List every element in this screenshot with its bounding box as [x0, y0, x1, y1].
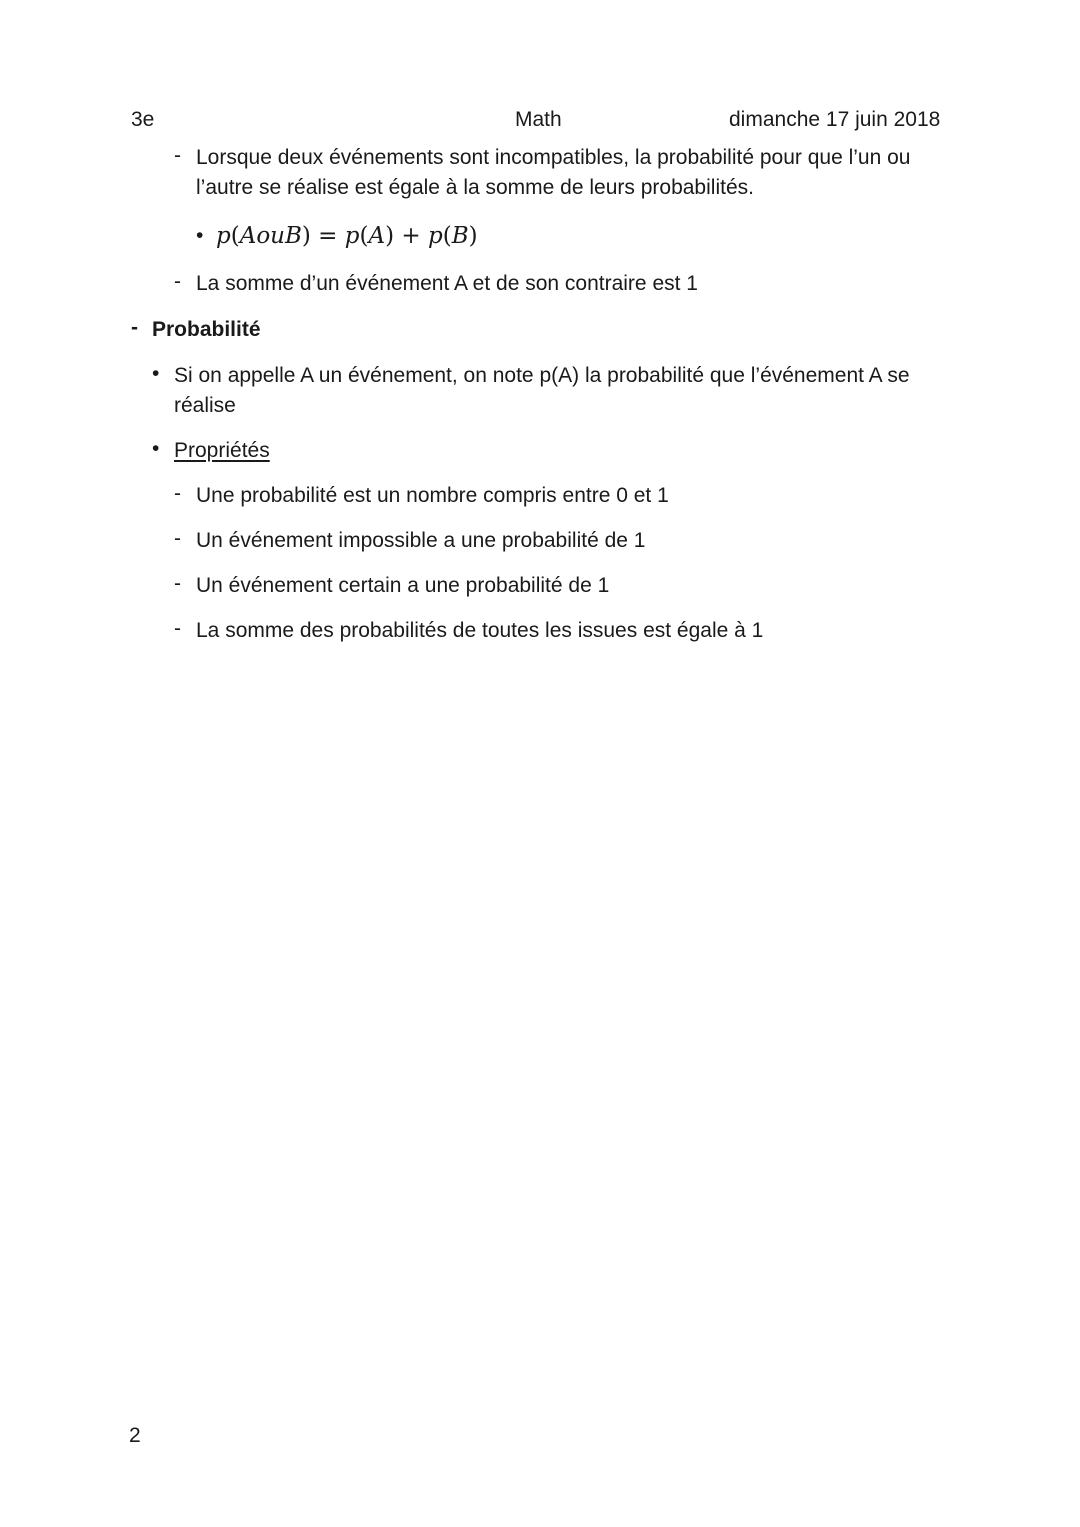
dot-bullet: • — [196, 224, 204, 247]
header-subject: Math — [515, 108, 562, 131]
header-date: dimanche 17 juin 2018 — [729, 108, 941, 131]
property-item: Une probabilité est un nombre compris entre 0 et 1 — [196, 484, 669, 507]
section-title: Probabilité — [152, 318, 261, 341]
dot-bullet: • — [152, 362, 160, 385]
property-item: Un événement certain a une probabilité de 1 — [196, 574, 610, 597]
property-item: Un événement impossible a une probabilité de 1 — [196, 529, 646, 552]
dash-bullet: - — [174, 527, 181, 550]
dash-bullet: - — [174, 482, 181, 505]
complement-rule: La somme d’un événement A et de son contraire est 1 — [196, 272, 698, 295]
page-number: 2 — [129, 1424, 141, 1447]
dot-bullet: • — [152, 437, 160, 460]
property-item: La somme des probabilités de toutes les issues est égale à 1 — [196, 619, 764, 642]
probability-sum-formula: p(AouB) = p(A) + p(B) — [216, 223, 478, 249]
dash-bullet: - — [174, 144, 181, 167]
incompatible-rule-line1: Lorsque deux événements sont incompatibles, la probabilité pour que l’un ou — [196, 146, 911, 169]
definition-line2: réalise — [174, 394, 236, 417]
dash-bullet: - — [174, 270, 181, 293]
dash-bullet: - — [131, 316, 138, 339]
incompatible-rule-line2: l’autre se réalise est égale à la somme de leurs probabilités. — [196, 176, 754, 199]
properties-heading: Propriétés — [174, 439, 270, 462]
dash-bullet: - — [174, 572, 181, 595]
header-class-label: 3e — [131, 108, 155, 131]
dash-bullet: - — [174, 617, 181, 640]
definition-line1: Si on appelle A un événement, on note p(A) la probabilité que l’événement A se — [174, 364, 910, 387]
